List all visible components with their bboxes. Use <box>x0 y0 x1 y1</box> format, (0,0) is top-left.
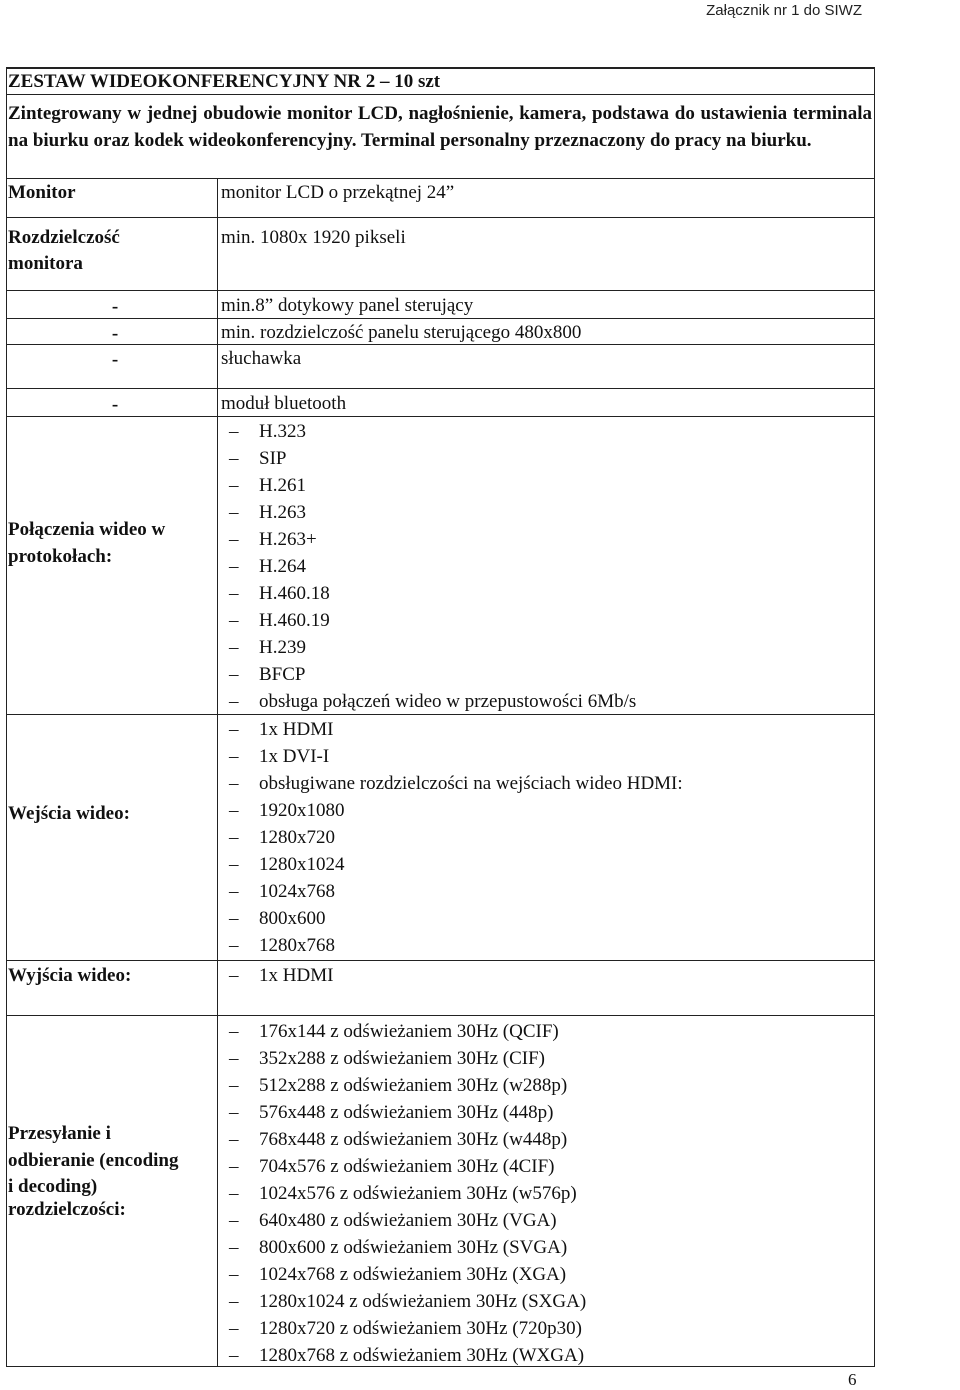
list-item: – 1024x768 z odświeżaniem 30Hz (XGA) <box>229 1265 586 1292</box>
monitor-label: Monitor <box>8 182 76 203</box>
resolution-label-line2: monitora <box>8 253 83 274</box>
list-item: – obsługa połączeń wideo w przepustowości 6Mb/s <box>229 692 636 719</box>
list-item: – 800x600 <box>229 909 683 936</box>
list-item: – H.264 <box>229 557 636 584</box>
list-item: – 1280x768 <box>229 936 683 963</box>
table-border-top <box>6 67 874 69</box>
row-divider <box>6 388 874 389</box>
row-divider <box>6 217 874 218</box>
protocols-list <box>229 422 636 719</box>
list-item: – H.460.19 <box>229 611 636 638</box>
list-item: – H.323 <box>229 422 636 449</box>
dash-row-value: moduł bluetooth <box>221 393 347 414</box>
dash-row-label: - <box>111 296 119 317</box>
list-item: – 768x448 z odświeżaniem 30Hz (w448p) <box>229 1130 586 1157</box>
document-header: Załącznik nr 1 do SIWZ <box>706 2 862 19</box>
row-divider <box>6 290 874 291</box>
list-item: – H.263+ <box>229 530 636 557</box>
transmission-label-line1: Przesyłanie i <box>8 1123 111 1144</box>
list-item: – obsługiwane rozdzielczości na wejściach wideo HDMI: <box>229 774 683 801</box>
list-item: – 800x600 z odświeżaniem 30Hz (SVGA) <box>229 1238 586 1265</box>
dash-row-label: - <box>111 349 119 370</box>
list-item: – SIP <box>229 449 636 476</box>
video-outputs-label: Wyjścia wideo: <box>8 965 132 986</box>
video-outputs-list <box>229 966 333 993</box>
list-item: – 704x576 z odświeżaniem 30Hz (4CIF) <box>229 1157 586 1184</box>
dash-row-value: słuchawka <box>221 348 302 369</box>
list-item: – H.263 <box>229 503 636 530</box>
list-item: – 1280x1024 z odświeżaniem 30Hz (SXGA) <box>229 1292 586 1319</box>
table-border-left <box>6 67 7 1367</box>
row-divider <box>6 344 874 345</box>
column-divider <box>217 178 218 1366</box>
list-item: – 1280x720 <box>229 828 683 855</box>
list-item: – 1024x768 <box>229 882 683 909</box>
row-divider <box>6 318 874 319</box>
protocols-label-line2: protokołach: <box>8 546 113 567</box>
protocols-label-line1: Połączenia wideo w <box>8 519 166 540</box>
list-item: – H.239 <box>229 638 636 665</box>
list-item: – 640x480 z odświeżaniem 30Hz (VGA) <box>229 1211 586 1238</box>
row-divider <box>6 178 874 179</box>
transmission-label-line3: i decoding) <box>8 1176 98 1197</box>
list-item: – 1x HDMI <box>229 720 683 747</box>
list-item: – 352x288 z odświeżaniem 30Hz (CIF) <box>229 1049 586 1076</box>
list-item: – 1x HDMI <box>229 966 333 993</box>
dash-row-label: - <box>111 394 119 415</box>
dash-row-value: min.8” dotykowy panel sterujący <box>221 295 474 316</box>
list-item: – 1024x576 z odświeżaniem 30Hz (w576p) <box>229 1184 586 1211</box>
row-divider <box>6 1015 874 1016</box>
dash-row-value: min. rozdzielczość panelu sterującego 480x800 <box>221 322 582 343</box>
video-inputs-label: Wejścia wideo: <box>8 803 130 824</box>
list-item: – 1280x720 z odświeżaniem 30Hz (720p30) <box>229 1319 586 1346</box>
list-item: – 1280x768 z odświeżaniem 30Hz (WXGA) <box>229 1346 586 1373</box>
list-item: – 176x144 z odświeżaniem 30Hz (QCIF) <box>229 1022 586 1049</box>
section-heading: ZESTAW WIDEOKONFERENCYJNY NR 2 – 10 szt <box>8 71 441 92</box>
section-intro: Zintegrowany w jednej obudowie monitor LCD, nagłośnienie, kamera, podstawa do ustawienia terminala na biurku oraz kodek wideokonferencyjny. Terminal personalny przeznaczony do pracy na biurku. <box>8 103 872 151</box>
resolution-value: min. 1080x 1920 pikseli <box>221 227 406 248</box>
list-item: – BFCP <box>229 665 636 692</box>
dash-row-label: - <box>111 323 119 344</box>
list-item: – 1920x1080 <box>229 801 683 828</box>
row-divider <box>6 94 874 95</box>
table-border-right <box>874 67 875 1367</box>
video-inputs-list <box>229 720 683 963</box>
list-item: – H.460.18 <box>229 584 636 611</box>
list-item: – 576x448 z odświeżaniem 30Hz (448p) <box>229 1103 586 1130</box>
list-item: – 512x288 z odświeżaniem 30Hz (w288p) <box>229 1076 586 1103</box>
transmission-label-line4: rozdzielczości: <box>8 1199 126 1220</box>
monitor-value: monitor LCD o przekątnej 24” <box>221 182 455 203</box>
list-item: – 1x DVI-I <box>229 747 683 774</box>
page-number: 6 <box>848 1370 857 1389</box>
list-item: – 1280x1024 <box>229 855 683 882</box>
resolution-label-line1: Rozdzielczość <box>8 227 120 248</box>
transmission-list <box>229 1022 586 1373</box>
transmission-label-line2: odbieranie (encoding <box>8 1150 179 1171</box>
list-item: – H.261 <box>229 476 636 503</box>
row-divider <box>6 416 874 417</box>
